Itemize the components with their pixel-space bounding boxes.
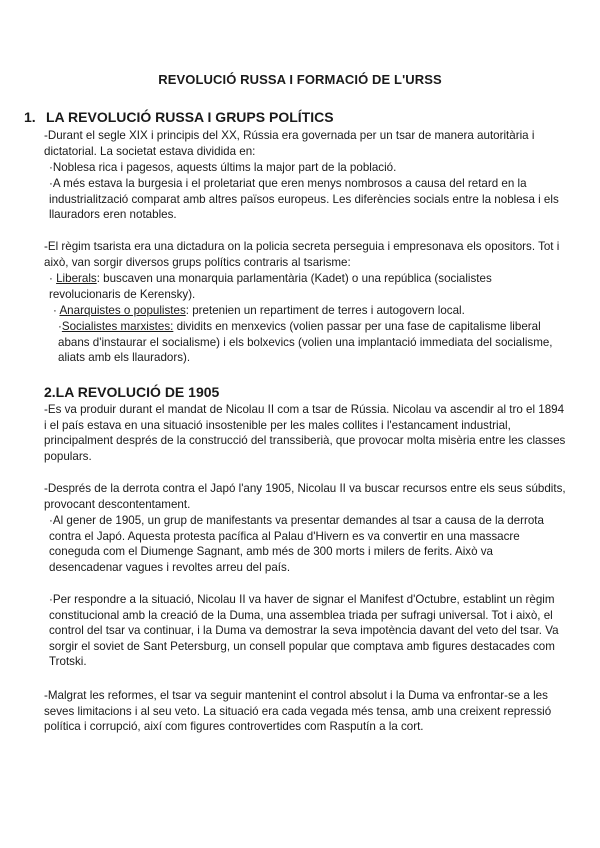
group-marxists: ·Socialistes marxistes: dividits en menxevics (volien passar per una fase de capitalisme liberal abans d'instaurar el socialisme) i els bolxevics (volien una implantació immediata del socialisme, aliats amb els llauradors).: [58, 320, 553, 365]
anarchists-label: Anarquistes o populistes: [59, 304, 186, 317]
group-anarchists: · Anarquistes o populistes: pretenien un repartiment de terres i autogovern local.: [53, 304, 465, 317]
section-1-heading: [24, 109, 334, 125]
section-2-heading: 2.LA REVOLUCIÓ DE 1905: [44, 384, 220, 400]
anarchists-text: : pretenien un repartiment de terres i autogovern local.: [185, 304, 465, 317]
section-1-title: LA REVOLUCIÓ RUSSA I GRUPS POLÍTICS: [46, 109, 334, 125]
bullet-october-manifesto: ·Per respondre a la situació, Nicolau II va haver de signar el Manifest d'Octubre, establint un règim constitucional amb la creació de la Duma, una assemblea triada per sufragi universal. Tot i això, el control del tsar va continuar, i la Duma va demostrar la seva impotència davant del veto del tsar. Va sorgir el soviet de Sant Petersburg, un consell popular que comptava amb figures destacades com Trotski.: [49, 593, 559, 669]
liberals-text: : buscaven una monarquia parlamentària (Kadet) o una república (socialistes revolucionaris de Kerensky).: [49, 272, 492, 301]
section-2-paragraph-3: -Malgrat les reformes, el tsar va seguir mantenint el control absolut i la Duma va enfrontar-se a les seves limitacions i al seu veto. La situació era cada vegada més tensa, amb una creixent repressió política i corrupció, així com figures controvertides com Rasputín a la cort.: [44, 689, 552, 734]
group-liberals: · Liberals: buscaven una monarquia parlamentària (Kadet) o una república (socialistes revolucionaris de Kerensky).: [49, 272, 492, 301]
section-1-intro: -Durant el segle XIX i principis del XX, Rússia era governada per un tsar de manera autoritària i dictatorial. La societat estava dividida en:: [44, 129, 535, 158]
section-1-regime: -El règim tsarista era una dictadura on la policia secreta perseguia i empresonava els opositors. Tot i això, van sorgir diversos grups polítics contraris al tsarisme:: [44, 240, 560, 269]
marxists-text: dividits en menxevics (volien passar per una fase de capitalisme liberal abans d'instaurar el socialisme) i els bolxevics (volien una implantació immediata del socialisme, aliats amb els llauradors).: [58, 320, 553, 365]
bullet-nobility: ·Noblesa rica i pagesos, aquests últims la major part de la població.: [49, 161, 397, 174]
section-2-paragraph-2: -Després de la derrota contra el Japó l'any 1905, Nicolau II va buscar recursos entre els seus súbdits, provocant descontentament.: [44, 482, 566, 511]
section-1-number: 1.: [24, 109, 36, 125]
bullet-bourgeoisie: ·A més estava la burgesia i el proletariat que eren menys nombrosos a causa del retard en la industrialització comparat amb altres països europeus. Les diferències socials entre la noblesa i els llauradors eren notables.: [49, 177, 559, 222]
bullet-bloody-sunday: ·Al gener de 1905, un grup de manifestants va presentar demandes al tsar a causa de la derrota contra el Japó. Aquesta protesta pacífica al Palau d'Hivern es va convertir en una massacre coneguda com el Diumenge Sagnant, amb més de 300 morts i milers de ferits. Això va desencadenar vagues i revoltes arreu del país.: [49, 514, 544, 574]
section-2-paragraph-1: -Es va produir durant el mandat de Nicolau II com a tsar de Rússia. Nicolau va ascendir al tro el 1894 i el país estava en una situació insostenible per les males collites i l'estancament industrial, principalment després de la construcció del transsiberià, que provocar molta misèria entre les classes populars.: [44, 403, 566, 463]
marxists-label: Socialistes marxistes:: [61, 320, 174, 333]
document-title: REVOLUCIÓ RUSSA I FORMACIÓ DE L'URSS: [158, 72, 442, 87]
liberals-label: Liberals: [56, 272, 97, 285]
